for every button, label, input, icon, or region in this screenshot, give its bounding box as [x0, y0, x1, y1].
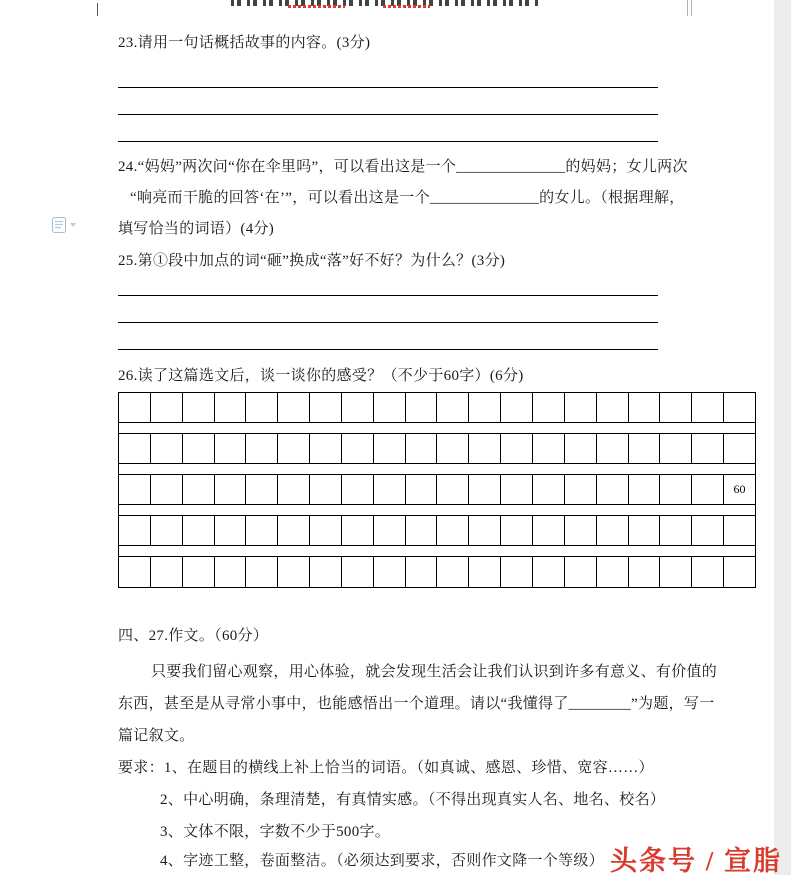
grid-cell [374, 393, 406, 422]
grid-cell [501, 393, 533, 422]
answer-line [118, 295, 658, 296]
grid-cell [660, 516, 692, 545]
grid-row [119, 393, 755, 423]
grid-cell [692, 393, 724, 422]
grid-cell [246, 393, 278, 422]
grid-cell [278, 516, 310, 545]
composition-paragraph-line1: 只要我们留心观察，用心体验，就会发现生活会让我们认识到许多有意义、有价值的 [151, 664, 718, 680]
grid-cell [342, 434, 374, 463]
grid-cell [533, 516, 565, 545]
grid-cell [406, 557, 438, 587]
grid-cell [692, 434, 724, 463]
grid-cell [310, 557, 342, 587]
grid-cell [246, 557, 278, 587]
answer-line [118, 349, 658, 350]
grid-cell [660, 557, 692, 587]
grid-cell [119, 475, 151, 504]
document-note-icon[interactable] [52, 217, 78, 233]
grid-cell [183, 475, 215, 504]
composition-requirement-1: 要求：1、在题目的横线上补上恰当的词语。（如真诚、感恩、珍惜、宽容……） [118, 760, 654, 776]
grid-cell [565, 434, 597, 463]
grid-cell [215, 475, 247, 504]
question-24-line3: 填写恰当的词语）(4分) [118, 221, 275, 237]
grid-cell [565, 516, 597, 545]
grid-cell [246, 475, 278, 504]
grid-cell [437, 393, 469, 422]
grid-cell [342, 557, 374, 587]
grid-cell [406, 393, 438, 422]
grid-cell [246, 516, 278, 545]
question-24-line1: 24.“妈妈”两次问“你在伞里吗”，可以看出这是一个______________的妈妈；女儿两次 [118, 159, 688, 175]
composition-requirement-4: 4、字迹工整，卷面整洁。（必须达到要求，否则作文降一个等级） [160, 853, 605, 869]
watermark: 头条号 / 宣脂 [609, 846, 782, 876]
grid-cell [374, 557, 406, 587]
grid-row-gap [119, 505, 755, 516]
answer-grid [118, 392, 756, 588]
grid-cell [310, 475, 342, 504]
spellcheck-squiggle [288, 5, 345, 8]
grid-cell [310, 434, 342, 463]
grid-row [119, 516, 755, 546]
grid-cell [565, 393, 597, 422]
grid-cell [629, 434, 661, 463]
grid-cell [119, 557, 151, 587]
grid-cell [278, 393, 310, 422]
grid-row-gap [119, 546, 755, 557]
grid-cell [151, 393, 183, 422]
grid-cell [692, 557, 724, 587]
grid-row [119, 557, 755, 587]
editor-right-gutter [774, 0, 791, 875]
grid-cell [629, 475, 661, 504]
grid-cell [724, 393, 755, 422]
grid-cell [183, 557, 215, 587]
question-25-text: 25.第①段中加点的词“砸”换成“落”好不好？为什么？(3分) [118, 253, 506, 269]
question-26-text: 26.读了这篇选文后，谈一谈你的感受？（不少于60字）(6分) [118, 368, 524, 384]
margin-mark-right [691, 0, 692, 16]
question-23-text: 23.请用一句话概括故事的内容。(3分) [118, 35, 371, 51]
grid-cell [406, 475, 438, 504]
grid-cell [406, 434, 438, 463]
grid-cell [215, 393, 247, 422]
grid-cell [660, 434, 692, 463]
composition-heading: 四、27.作文。（60分） [118, 628, 269, 644]
grid-row-gap [119, 464, 755, 475]
grid-cell [183, 393, 215, 422]
grid-cell [151, 557, 183, 587]
grid-cell [342, 475, 374, 504]
spellcheck-squiggle [383, 5, 430, 8]
grid-cell [437, 516, 469, 545]
grid-cell [437, 475, 469, 504]
grid-cell [437, 557, 469, 587]
grid-cell [724, 434, 755, 463]
grid-cell [183, 434, 215, 463]
composition-requirement-3: 3、文体不限，字数不少于500字。 [160, 824, 391, 840]
grid-cell [278, 475, 310, 504]
grid-cell [597, 516, 629, 545]
grid-cell [215, 557, 247, 587]
grid-cell [342, 393, 374, 422]
grid-cell [597, 557, 629, 587]
margin-mark-right [687, 0, 688, 16]
grid-cell [469, 516, 501, 545]
composition-paragraph-line3: 篇记叙文。 [118, 728, 195, 744]
grid-cell [629, 393, 661, 422]
grid-cell [597, 475, 629, 504]
grid-cell [215, 434, 247, 463]
grid-cell [533, 557, 565, 587]
grid-cell [278, 434, 310, 463]
grid-cell [406, 516, 438, 545]
grid-cell [374, 516, 406, 545]
grid-cell [565, 557, 597, 587]
grid-cell [310, 516, 342, 545]
grid-row [119, 434, 755, 464]
grid-cell [629, 516, 661, 545]
grid-cell [151, 516, 183, 545]
grid-cell [310, 393, 342, 422]
grid-cell [724, 557, 755, 587]
grid-cell [437, 434, 469, 463]
margin-mark-left [97, 3, 98, 16]
grid-cell [692, 475, 724, 504]
grid-cell [629, 557, 661, 587]
grid-cell [469, 557, 501, 587]
answer-line [118, 141, 658, 142]
grid-cell [501, 516, 533, 545]
grid-cell [374, 475, 406, 504]
grid-cell [660, 393, 692, 422]
grid-row [119, 475, 755, 505]
grid-word-count-marker: 60 [733, 482, 746, 496]
grid-cell [724, 516, 755, 545]
grid-cell [533, 475, 565, 504]
grid-cell [342, 516, 374, 545]
grid-cell [119, 393, 151, 422]
grid-cell [469, 434, 501, 463]
answer-line [118, 87, 658, 88]
grid-cell [374, 434, 406, 463]
grid-cell [660, 475, 692, 504]
grid-cell [533, 393, 565, 422]
grid-cell [692, 516, 724, 545]
grid-cell [278, 557, 310, 587]
grid-cell [151, 434, 183, 463]
grid-row-gap [119, 423, 755, 434]
answer-line [118, 114, 658, 115]
grid-cell [215, 516, 247, 545]
grid-cell [183, 516, 215, 545]
grid-cell [597, 393, 629, 422]
grid-cell [533, 434, 565, 463]
composition-paragraph-line2: 东西，甚至是从寻常小事中，也能感悟出一个道理。请以“我懂得了________”为题，写一 [118, 696, 715, 712]
composition-requirement-2: 2、中心明确，条理清楚，有真情实感。（不得出现真实人名、地名、校名） [160, 792, 666, 808]
grid-cell [469, 393, 501, 422]
grid-cell [501, 475, 533, 504]
grid-cell [246, 434, 278, 463]
grid-cell [501, 557, 533, 587]
answer-line [118, 322, 658, 323]
grid-cell [469, 475, 501, 504]
grid-cell [501, 434, 533, 463]
question-24-line2: “响亮而干脆的回答‘在’”，可以看出这是一个______________的女儿。（根据理解， [130, 190, 685, 206]
grid-cell [119, 434, 151, 463]
grid-cell [119, 516, 151, 545]
grid-cell [565, 475, 597, 504]
grid-cell [151, 475, 183, 504]
grid-cell [597, 434, 629, 463]
